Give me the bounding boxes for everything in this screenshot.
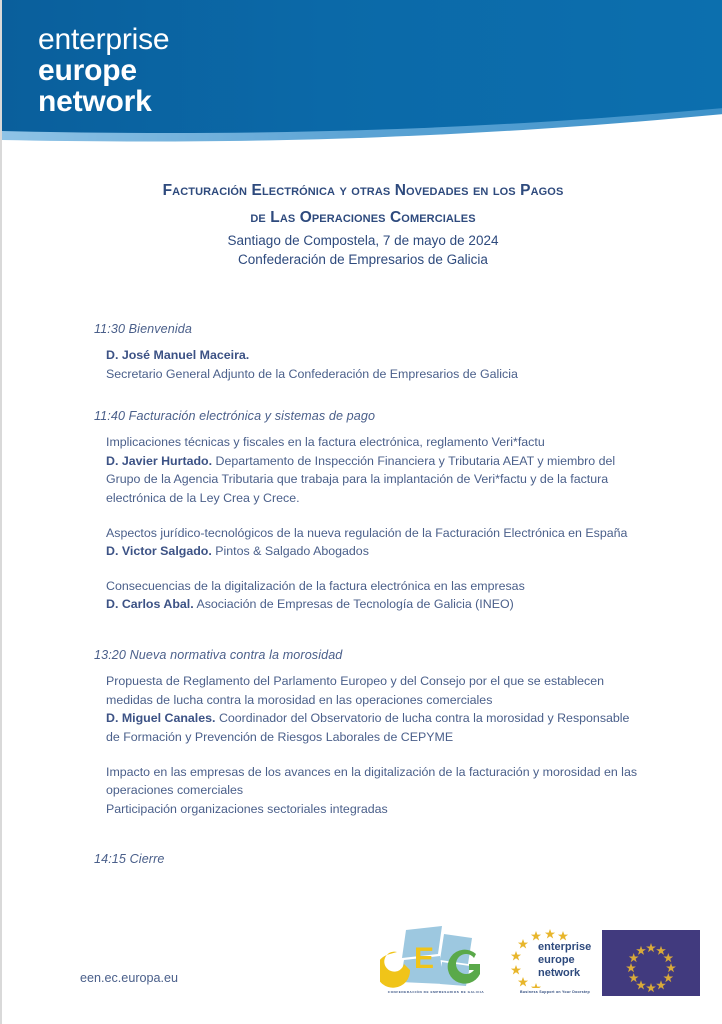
entry-topic: Aspectos jurídico-tecnológicos de la nueva regulación de la Facturación Electrónica en España [106,525,628,540]
een-footer-logo-text [538,941,591,979]
entry-speaker: D. Javier Hurtado. [106,453,213,468]
entry-topic: Consecuencias de la digitalización de la factura electrónica en las empresas [106,578,525,593]
footer-url[interactable]: een.ec.europa.eu [80,971,179,985]
entry-speaker: D. Victor Salgado. [106,544,212,559]
title-block [2,178,722,270]
entry-topic: Propuesta de Reglamento del Parlamento Europeo y del Consejo por el que se establecen medidas de lucha contra la morosidad en las operaciones comerciales [106,674,605,707]
agenda-slot [94,648,639,818]
header-logo-line3: network [38,85,152,119]
page-title-line1: Facturación Electrónica y otras Novedades en los Pagos [162,182,564,199]
eu-flag-graphic [602,930,700,996]
footer-logos [380,924,700,1010]
agenda-entry [106,346,639,383]
agenda-slot-body [106,346,639,383]
entry-text: Secretario General Adjunto de la Confederación de Empresarios de Galicia [106,366,518,381]
agenda-entry [106,763,639,819]
agenda-entry [106,577,639,614]
agenda-slot-body [106,672,639,818]
entry-topic: Impacto en las empresas de los avances en la digitalización de la facturación y morosidad en las operaciones comerciales [106,764,638,798]
entry-text: Departamento de Inspección Financiera y Tributaria AEAT y miembro del Grupo de la Agencia Tributaria que trabaja para la implantación de Veri*factu y de la factura electrónica de la Ley Crea y Crece. [106,453,616,506]
agenda-slot [94,852,639,866]
agenda-slot-heading: 13:20 Nueva normativa contra la morosidad [94,648,343,663]
header-logo-line1: enterprise [38,23,170,56]
entry-speaker: D. Miguel Canales. [106,711,216,726]
een-footer-logo [506,928,602,1002]
agenda-slot [94,322,639,383]
entry-speaker: D. Carlos Abal. [106,597,194,612]
agenda-entry [106,524,639,561]
entry-topic: Implicaciones técnicas y fiscales en la factura electrónica, reglamento Veri*factu [106,435,545,450]
page-title-line2: de Las Operaciones Comerciales [250,208,476,226]
een-footer-line3: network [538,966,581,979]
spacer [94,614,639,648]
event-organizer: Confederación de Empresarios de Galicia [238,252,488,268]
agenda-slot-heading: 11:30 Bienvenida [94,322,192,336]
svg-text:E: E [414,942,435,975]
entry-text: Participación organizaciones sectoriales integradas [106,801,388,816]
een-footer-line1: enterprise [538,941,592,953]
spacer [94,818,639,852]
entry-text: Coordinador del Observatorio de lucha contra la morosidad y Responsable de Formación y Prevención de Riesgos Laborales de CEPYME [106,711,630,744]
ceg-logo-caption: CONFEDERACIÓN DE EMPRESARIOS DE GALICIA [387,990,485,994]
header-logo-line2: europe [38,54,137,88]
event-location-date: Santiago de Compostela, 7 de mayo de 2024 [227,233,499,249]
eu-flag-logo [602,930,700,996]
agenda-slot-heading: 11:40 Facturación electrónica y sistemas de pago [94,409,376,424]
entry-speaker: D. José Manuel Maceira. [106,348,250,362]
agenda-list [94,322,639,876]
header-logo [38,24,169,118]
een-footer-line2: europe [538,953,575,966]
ceg-logo [380,924,492,1006]
agenda-slot-body [106,433,639,614]
spacer [94,383,639,409]
ceg-logo-graphic [380,924,492,990]
agenda-slot-heading: 14:15 Cierre [94,852,165,867]
entry-text: Pintos & Salgado Abogados [215,544,369,559]
entry-text: Asociación de Empresas de Tecnología de Galicia (INEO) [196,597,514,612]
agenda-slot [94,409,639,614]
header-banner [2,0,722,150]
agenda-entry [106,433,639,507]
een-tagline: Business Support on Your Doorstep [519,990,590,994]
agenda-entry [106,672,639,746]
